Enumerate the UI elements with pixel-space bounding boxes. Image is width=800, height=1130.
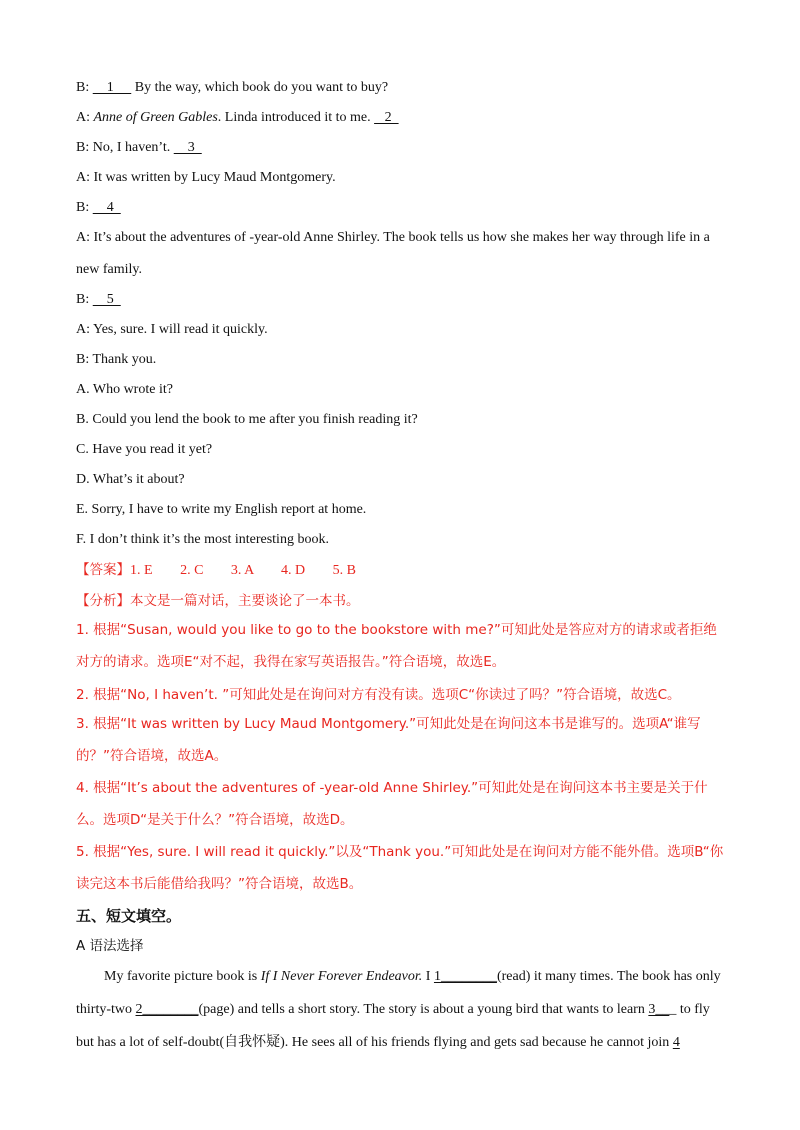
speaker-label: B: [76,200,90,215]
dialogue-text: It’s about the adventures of -year-old Anne Shirley. The book tells us how she makes her way through life in a new family. [76,230,710,277]
dialogue-line-3 [76,138,728,158]
answer-item: 2. C [180,563,204,578]
analysis-summary: 本文是一篇对话，主要谈论了一本书。 [130,593,360,609]
analysis-item-5: 5. 根据“Yes, sure. I will read it quickly.”以及“Thank you.”可知此处是在询问对方能不能外借。选项B“你读完这本书后能借给我吗？”符合语境，故选B。 [76,844,724,892]
speaker-label: B: [76,352,90,367]
analysis-item-3: 3. 根据“It was written by Lucy Maud Montgomery.”可知此处是在询问这本书是谁写的。选项A“谁写的？”符合语境，故选A。 [76,716,701,764]
dialogue-text: Yes, sure. I will read it quickly. [92,322,268,337]
section-heading: 五、短文填空。 [76,907,182,925]
book-title: If I Never Forever Endeavor. [260,969,423,984]
option-b: B. Could you lend the book to me after you finish reading it? [76,412,418,427]
speaker-label: B: [76,80,90,95]
speaker-label: B: [76,292,90,307]
dialogue-text: It was written by Lucy Maud Montgomery. [93,170,336,185]
analysis-item-1: 1. 根据“Susan, would you like to go to the bookstore with me?”可知此处是答应对方的请求或者拒绝对方的请求。选项E“对不起，我得在家写英语报告。”符合语境，故选E。 [76,622,717,670]
analysis-item-4: 4. 根据“It’s about the adventures of -year-old Anne Shirley.”可知此处是在询问这本书主要是关于什么。选项D“是关于什么？”符合语境，故选D。 [76,780,708,828]
dialogue-text: No, I haven’t. [92,140,171,155]
dialogue-line-7 [76,290,728,310]
dialogue-line-1 [76,78,728,98]
section-subheading: A 语法选择 [76,938,144,954]
passage-blank-3: 3__ [648,1002,670,1017]
answer-blank-3: 3 [173,140,202,155]
dialogue-line-4 [76,168,728,188]
dialogue-text: . Linda introduced it to me. [217,110,371,125]
passage-text: I [422,969,434,984]
answer-label: 【答案】 [76,562,130,578]
passage-paragraph [76,960,728,1059]
dialogue-text: Thank you. [92,352,157,367]
analysis-line [76,591,728,611]
answer-item: 1. E [130,563,153,578]
analysis-label: 【分析】 [76,593,130,609]
answer-blank-1: 1 [92,80,132,95]
answer-line [76,560,728,581]
answer-item: 4. D [280,563,306,578]
passage-blank-1: 1________ [433,969,497,984]
passage-text: _ to fly but has a lot of self-doubt(自我怀疑). He sees all of his friends flying and gets sad because he cannot join [76,1002,710,1050]
speaker-label: A: [76,110,90,125]
option-a: A. Who wrote it? [76,382,173,397]
answer-blank-2: 2 [374,110,399,125]
answer-blank-4: 4 [92,200,121,215]
answer-item: 5. B [332,563,356,578]
passage-text: (page) and tells a short story. The story is about a young bird that wants to learn [198,1002,649,1017]
dialogue-text: By the way, which book do you want to buy? [131,80,389,95]
passage-blank-4: 4 [672,1035,680,1050]
dialogue-line-9 [76,350,728,370]
analysis-item-2: 2. 根据“No, I haven’t. ”可知此处是在询问对方有没有读。选项C“你读过了吗？”符合语境，故选C。 [76,687,681,703]
speaker-label: B: [76,140,90,155]
passage-text: (read) it many times. The book has only thirty-two [76,969,721,1017]
dialogue-line-2 [76,108,728,128]
passage-blank-2: 2________ [135,1002,199,1017]
speaker-label: A: [76,170,90,185]
speaker-label: A: [76,322,90,337]
option-e: E. Sorry, I have to write my English report at home. [76,502,367,517]
book-title: Anne of Green Gables [93,110,218,125]
answer-item: 3. A [230,563,254,578]
answer-blank-5: 5 [92,292,121,307]
option-c: C. Have you read it yet? [76,442,213,457]
speaker-label: A: [76,230,90,245]
dialogue-line-6 [76,222,728,286]
passage-text: My favorite picture book is [104,969,261,984]
dialogue-line-5 [76,198,728,218]
option-f: F. I don’t think it’s the most interesting book. [76,532,329,547]
option-d: D. What’s it about? [76,472,185,487]
dialogue-line-8 [76,320,728,340]
